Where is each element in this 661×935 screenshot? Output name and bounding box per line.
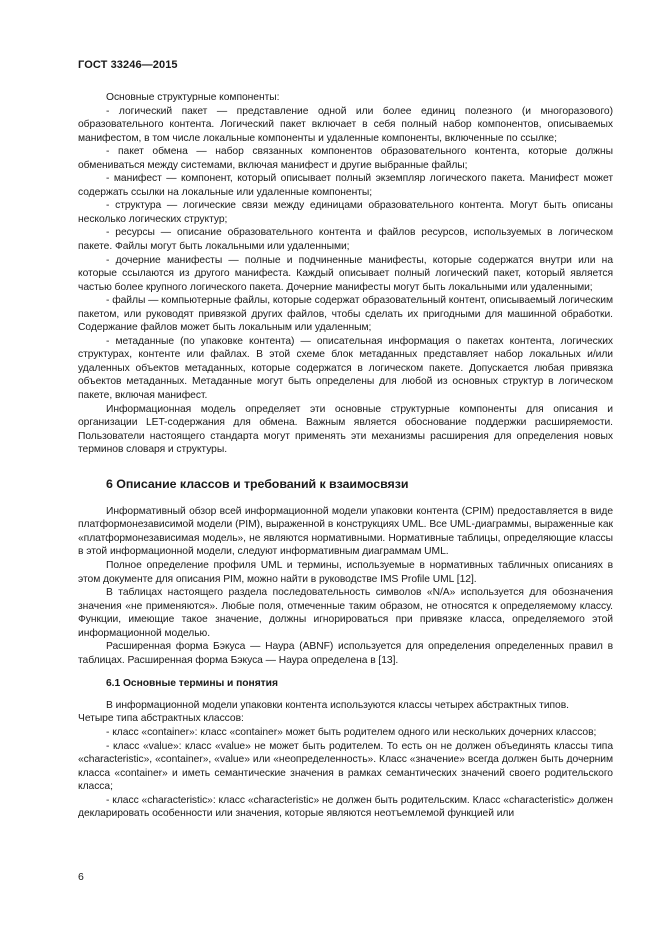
list-item: - класс «characteristic»: класс «characteristic» не должен быть родительским. Класс «characteristic» должен декларировать особенности или значения, которые являются неотъемлемой функцией или xyxy=(78,794,613,820)
list-item: - пакет обмена — набор связанных компонентов образовательного контента, которые должны обмениваться между системами, включая манифест и другие выбранные файлы; xyxy=(78,146,613,171)
list-item: - логический пакет — представление одной или более единиц полезного (и многоразового) образовательного контента. Логический пакет включает в себя полный набор компонентов, описываемых манифестом, в том числе локальные компоненты и удаленные компоненты, включенные по ссылке; xyxy=(78,105,613,144)
paragraph: В таблицах настоящего раздела последовательность символов «N/A» используется для обозначения значения «не применяются». Любые поля, отмеченные таким образом, не относятся к определяемому классу. Функции, имеющие такое значение, должны игнорироваться при привязке класса, определяемого этой информационной моделью. xyxy=(78,587,613,639)
list-item: - метаданные (по упаковке контента) — описательная информация о пакетах контента, логических структурах, контенте или файлах. В этой схеме блок метаданных представляет набор локальных и/или удаленных объектов метаданных, которые содержатся в логическом пакете. Допускается любая привязка объектов метаданных. Метаданные могут быть определены для любой из основных структур в логическом пакете, включая манифест. xyxy=(78,335,613,402)
page-number: 6 xyxy=(78,871,84,883)
section-6-heading: 6 Описание классов и требований к взаимосвязи xyxy=(106,476,409,491)
paragraph: Информативный обзор всей информационной модели упаковки контента (CPIM) предоставляется в виде платформонезависимой модели (PIM), выраженной в конструкциях UML. Все UML-диаграммы, выраженные как «платформонезависимая модель», не являются нормативными. Нормативные таблицы, определяющие классы в этой информационной модели, следуют информативным диаграммам UML. xyxy=(78,505,613,558)
page-body xyxy=(78,91,613,821)
paragraph: Расширенная форма Бэкуса — Наура (ABNF) используется для определения определенных правил в таблицах. Расширенная форма Бэкуса — Наура определена в [13]. xyxy=(78,641,613,666)
paragraph: В информационной модели упаковки контента используются классы четырех абстрактных типов. xyxy=(106,699,569,711)
list-item: - манифест — компонент, который описывает полный экземпляр логического пакета. Манифест может содержать ссылки на локальные или удаленные компоненты; xyxy=(78,173,613,198)
list-item: - ресурсы — описание образовательного контента и файлов ресурсов, используемых в логическом пакете. Файлы могут быть локальными или удаленными; xyxy=(78,227,613,253)
list-item: - файлы — компьютерные файлы, которые содержат образовательный контент, описываемый логическим пакетом, или руководят привязкой других файлов, чтобы сделать их пригодными для машинной обработки. Содержание файлов может быть локальным или удаленным; xyxy=(78,295,613,334)
paragraph: Основные структурные компоненты: xyxy=(106,92,280,103)
list-item: - дочерние манифесты — полные и подчиненные манифесты, которые содержатся внутри или на которые ссылаются из другого манифеста. Каждый описывает полный логический пакет, который является частью более крупного логического пакета. Дочерние манифесты могут быть локальными или удаленными; xyxy=(78,254,613,293)
paragraph: Полное определение профиля UML и термины, используемые в нормативных табличных описаниях в этом документе для описания PIM, можно найти в руководстве IMS Profile UML [12]. xyxy=(78,559,613,585)
list-item: - класс «value»: класс «value» не может быть родителем. То есть он не должен объединять классы типа «characteristic», «container», «value» или «неопределенность». Класс «значение» всегда должен быть дочерним класса «container» и иметь семантические значения в рамках семантических значений своего родительского класса; xyxy=(78,740,613,793)
paragraph: Четыре типа абстрактных классов: xyxy=(78,713,244,725)
section-6-1-heading: 6.1 Основные термины и понятия xyxy=(106,678,278,690)
paragraph: Информационная модель определяет эти основные структурные компоненты для описания и организации LET-содержания для обмена. Важным является обоснование поддержки расширяемости. Пользователи настоящего стандарта могут применять эти механизмы расширения для определения новых терминов словаря и структуры. xyxy=(78,403,613,456)
list-item: - класс «container»: класс «container» может быть родителем одного или нескольких дочерних классов; xyxy=(106,726,597,738)
list-item: - структура — логические связи между единицами образовательного контента. Могут быть описаны несколько логических структур; xyxy=(78,200,613,225)
standard-header: ГОСТ 33246—2015 xyxy=(78,59,178,71)
